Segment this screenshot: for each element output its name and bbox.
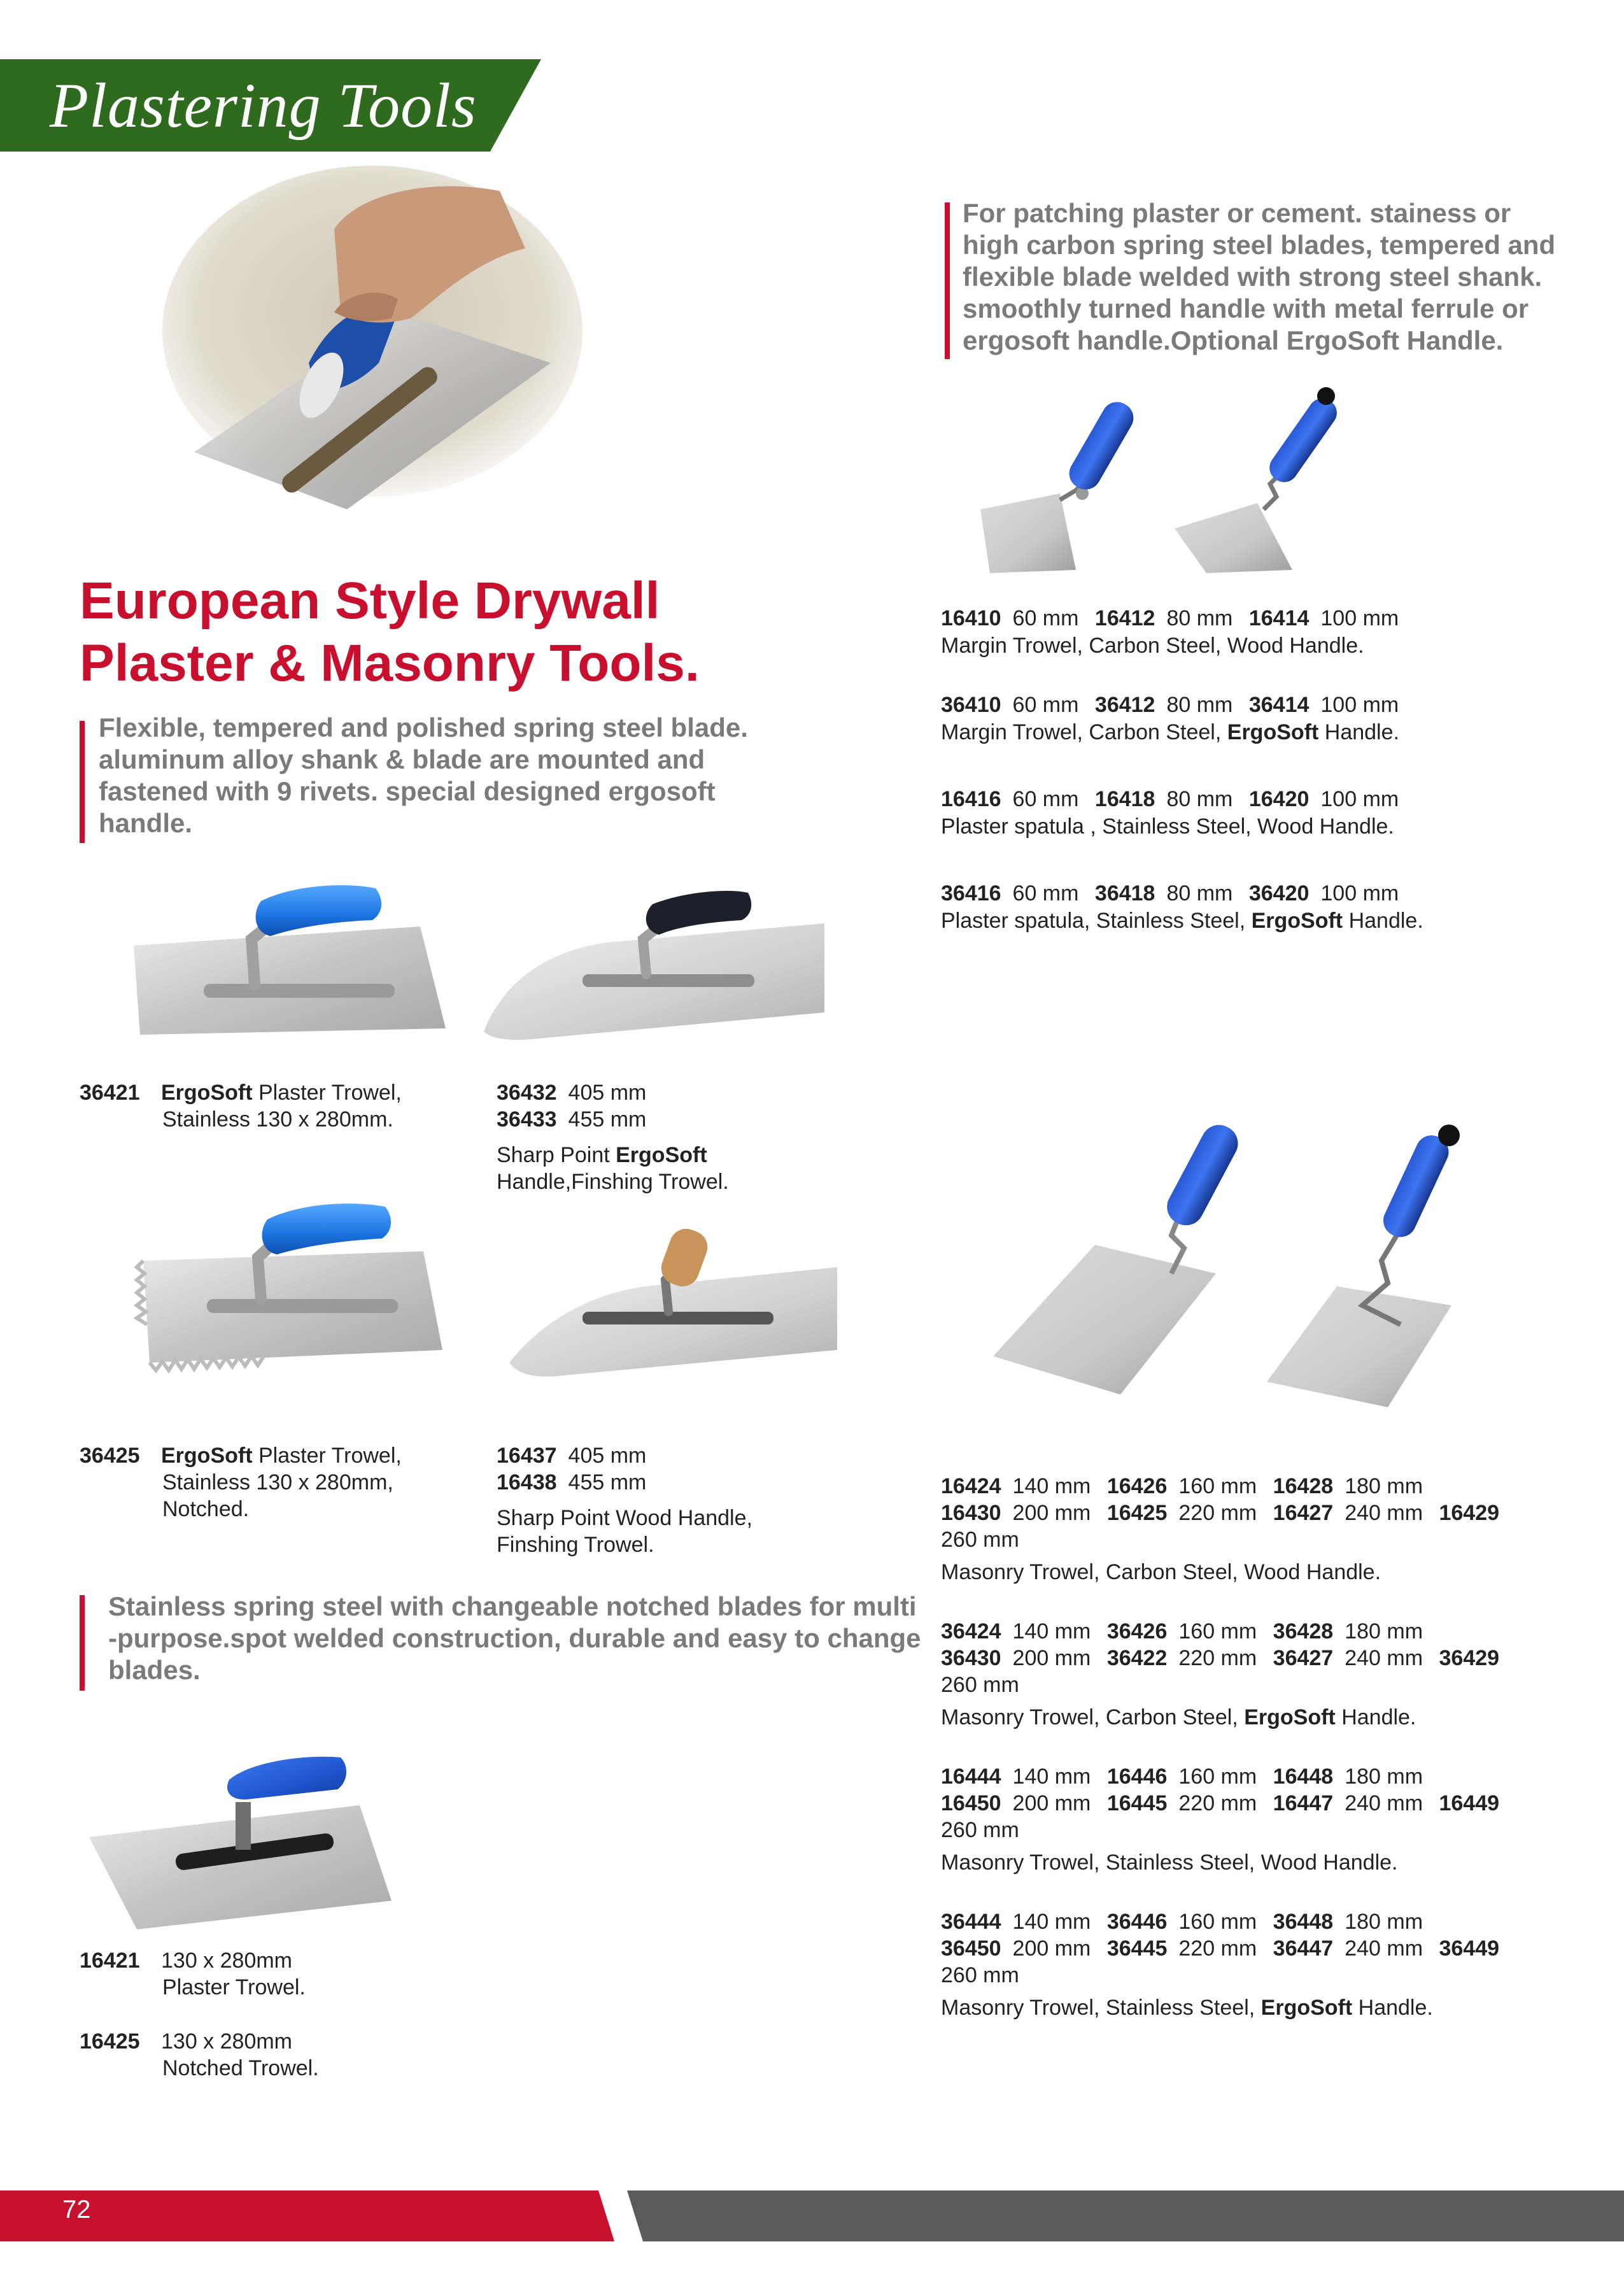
- accent-bar: [945, 202, 950, 359]
- item-code: 36432: [497, 1081, 557, 1105]
- item-code: 36420: [1248, 881, 1310, 905]
- margin-trowel-specs: [941, 605, 1423, 935]
- item-code: 16412: [1094, 606, 1155, 630]
- spec-group: 36444 140 mm 36446 160 mm 36448 180 mm 36450 200 mm 36445 220 mm 36447 240 mm 36449 260 mm Masonry Trowel, Stainless Steel, ErgoSoft Handle.: [941, 1908, 1499, 2022]
- plaster-trowel-icon: [127, 876, 458, 1054]
- finishing-trowel-icon: [481, 879, 837, 1044]
- item-description: Masonry Trowel, Carbon Steel, ErgoSoft Handle.: [941, 1705, 1416, 1729]
- item-size: 60 mm: [1012, 606, 1079, 630]
- page-footer: [0, 2190, 1624, 2241]
- item-36425: 36425 ErgoSoft Plaster Trowel, Stainless 130 x 280mm, Notched.: [80, 1444, 402, 1521]
- item-size: 60 mm: [1012, 693, 1079, 717]
- spec-group: 16424 140 mm 16426 160 mm 16428 180 mm 16430 200 mm 16425 220 mm 16427 240 mm 16429 260 mm Masonry Trowel, Carbon Steel, Wood Handle.: [941, 1473, 1499, 1586]
- notched-trowel-icon: [137, 1197, 468, 1388]
- item-36421: 36421 ErgoSoft Plaster Trowel, Stainless 130 x 280mm.: [80, 1081, 402, 1132]
- intro-left-paragraph: Flexible, tempered and polished spring steel blade. aluminum alloy shank & blade are mounted and fastened with 9 rivets. special designed ergosoft handle.: [99, 713, 748, 838]
- spec-group: [941, 786, 1423, 841]
- item-size: 60 mm: [1012, 787, 1079, 811]
- finishing-trowel-icon: [506, 1223, 850, 1388]
- item-code: 16421: [80, 1949, 140, 1973]
- item-size: 100 mm: [1320, 693, 1399, 717]
- intro-right-paragraph: For patching plaster or cement. stainess or high carbon spring steel blades, tempered and flexible blade welded with strong steel shank. smoothly turned handle with metal ferrule or ergosoft handle.Optional ErgoSoft Handle.: [963, 198, 1556, 355]
- item-code: 16414: [1248, 606, 1310, 630]
- spec-group: [941, 880, 1423, 935]
- item-code: 16437: [497, 1444, 557, 1468]
- item-description: Plaster spatula , Stainless Steel, Wood Handle.: [941, 814, 1394, 839]
- item-size: 100 mm: [1320, 606, 1399, 630]
- item-code: 36416: [941, 881, 1001, 905]
- item-size: 100 mm: [1320, 787, 1399, 811]
- spec-group: 16444 140 mm 16446 160 mm 16448 180 mm 16450 200 mm 16445 220 mm 16447 240 mm 16449 260 mm Masonry Trowel, Stainless Steel, Wood Handle.: [941, 1763, 1499, 1877]
- item-code: 16438: [497, 1470, 557, 1494]
- spec-group: [941, 692, 1423, 746]
- page-number: 72: [62, 2196, 91, 2224]
- item-description: Masonry Trowel, Stainless Steel, Wood Handle.: [941, 1850, 1398, 1875]
- plaster-trowel-icon: [86, 1742, 468, 1933]
- item-code: 16416: [941, 787, 1001, 811]
- item-description: Masonry Trowel, Stainless Steel, ErgoSoft Handle.: [941, 1996, 1433, 2020]
- item-code: 36410: [941, 693, 1001, 717]
- item-code: 16410: [941, 606, 1001, 630]
- item-code: 36418: [1094, 881, 1155, 905]
- intro-notched-paragraph: Stainless spring steel with changeable notched blades for multi -purpose.spot welded construction, durable and easy to change blades.: [108, 1591, 921, 1685]
- item-code: 16420: [1248, 787, 1310, 811]
- item-size: 80 mm: [1166, 606, 1233, 630]
- item-16421: 16421 130 x 280mm Plaster Trowel.: [80, 1949, 306, 1999]
- item-36432: 36432 405 mm 36433 455 mm Sharp Point ErgoSoft Handle,Finshing Trowel.: [497, 1081, 729, 1194]
- masonry-trowel-icon: [980, 1114, 1502, 1420]
- accent-bar: [80, 1595, 85, 1691]
- item-code: 16425: [80, 2029, 140, 2054]
- accent-bar: [80, 721, 85, 843]
- item-16437: 16437 405 mm 16438 455 mm Sharp Point Wood Handle, Finshing Trowel.: [497, 1444, 752, 1557]
- masonry-trowel-specs: [941, 1473, 1499, 2022]
- item-size: 80 mm: [1166, 787, 1233, 811]
- spec-group: [941, 605, 1423, 660]
- item-description: Masonry Trowel, Carbon Steel, Wood Handle.: [941, 1560, 1381, 1584]
- item-code: 16418: [1094, 787, 1155, 811]
- page-heading: European Style Drywall Plaster & Masonry Tools.: [80, 572, 700, 692]
- item-code: 36433: [497, 1107, 557, 1132]
- item-size: 100 mm: [1320, 881, 1399, 905]
- hand-trowel-photo: [169, 153, 576, 522]
- margin-trowel-icon: [971, 382, 1385, 586]
- item-size: 80 mm: [1166, 881, 1233, 905]
- item-size: 80 mm: [1166, 693, 1233, 717]
- item-size: 60 mm: [1012, 881, 1079, 905]
- section-title: Plastering Tools: [50, 70, 477, 141]
- item-code: 36425: [80, 1444, 140, 1468]
- item-16425: 16425 130 x 280mm Notched Trowel.: [80, 2029, 319, 2080]
- item-code: 36414: [1248, 693, 1310, 717]
- item-description: Margin Trowel, Carbon Steel, ErgoSoft Handle.: [941, 720, 1399, 744]
- spec-group: 36424 140 mm 36426 160 mm 36428 180 mm 36430 200 mm 36422 220 mm 36427 240 mm 36429 260 mm Masonry Trowel, Carbon Steel, ErgoSoft Handle.: [941, 1618, 1499, 1731]
- item-description: Margin Trowel, Carbon Steel, Wood Handle.: [941, 634, 1364, 658]
- item-code: 36421: [80, 1081, 140, 1105]
- item-code: 36412: [1094, 693, 1155, 717]
- item-description: Plaster spatula, Stainless Steel, ErgoSoft Handle.: [941, 909, 1423, 933]
